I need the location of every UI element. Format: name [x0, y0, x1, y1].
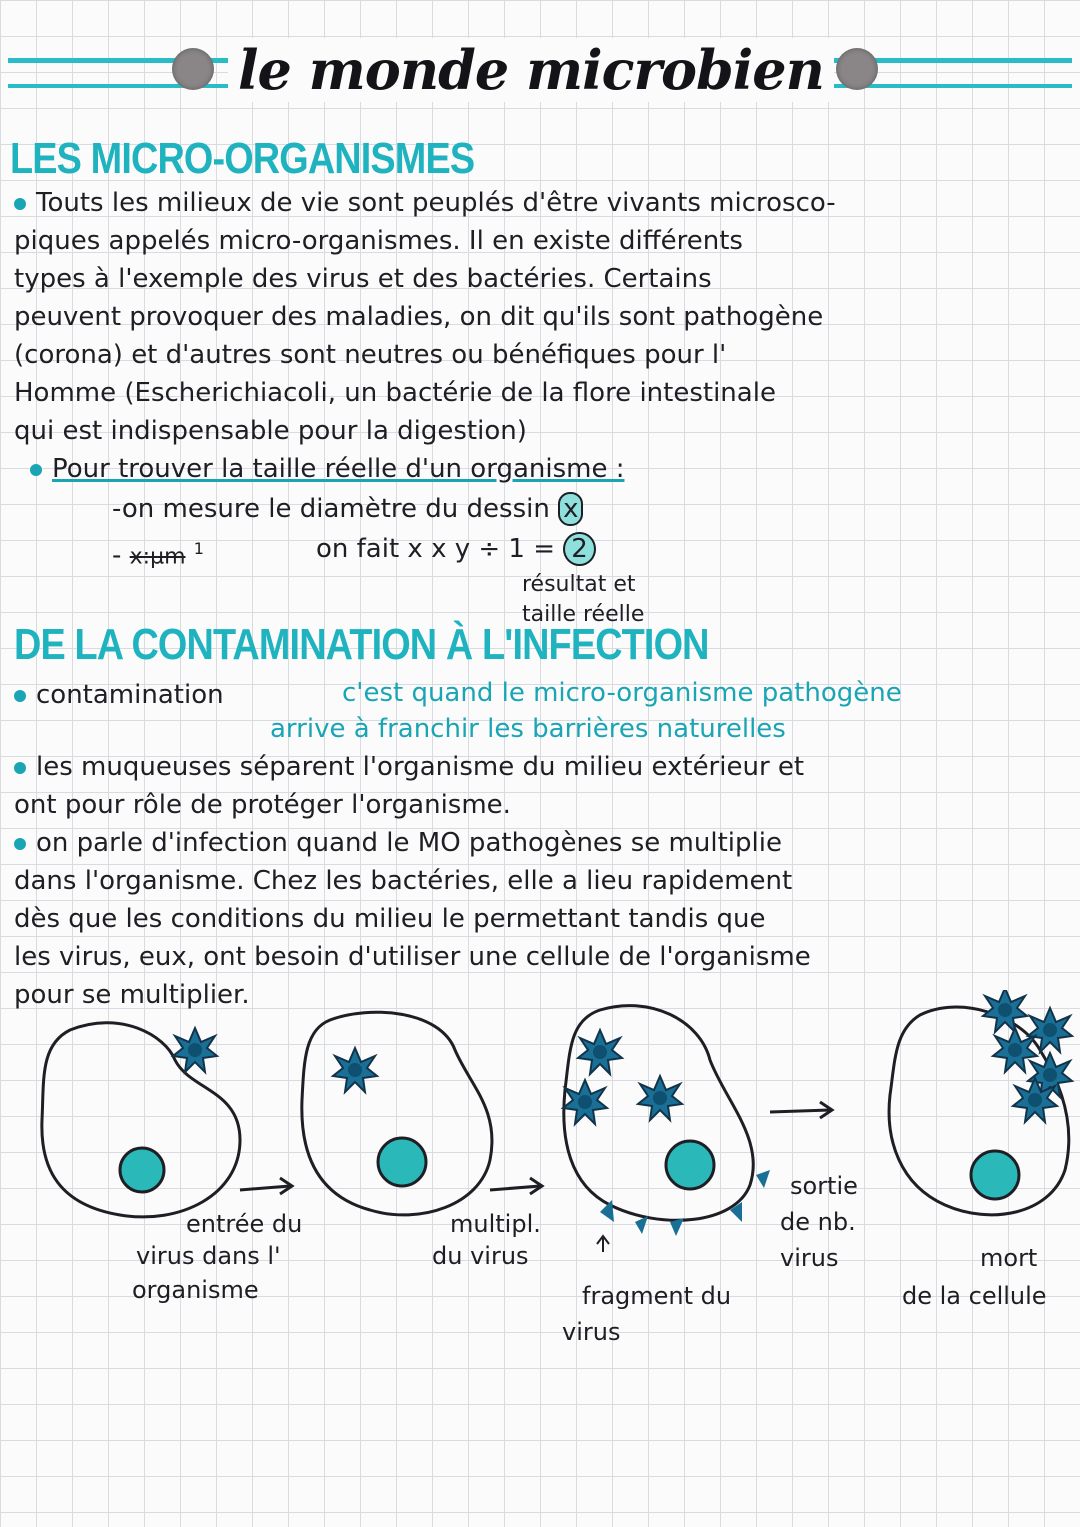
infection-line-3: dès que les conditions du milieu le permettant tandis que — [14, 904, 766, 934]
size-title: Pour trouver la taille réelle d'un organisme : — [30, 454, 624, 484]
bullet-icon — [30, 464, 42, 476]
label-exit-2: de nb. — [780, 1208, 856, 1236]
cell-1 — [42, 1023, 240, 1217]
arrow-3 — [770, 1102, 832, 1118]
punch-hole-right — [836, 48, 878, 90]
label-fragment-1: fragment du — [582, 1282, 732, 1310]
p1-line-2: piques appelés micro-organismes. Il en existe différents — [14, 226, 743, 256]
label-multiplication-1: multipl. — [450, 1210, 541, 1238]
size-result-1: résultat et — [522, 572, 636, 597]
size-step1: -on mesure le diamètre du dessin x — [112, 494, 583, 524]
label-multiplication-2: du virus — [432, 1242, 529, 1270]
punch-hole-left — [172, 48, 214, 90]
p1-line-6: Homme (Escherichiacoli, un bactérie de la flore intestinale — [14, 378, 776, 408]
cell-2 — [302, 1012, 492, 1215]
bullet-icon — [14, 762, 26, 774]
p1-line-3: types à l'exemple des virus et des bactéries. Certains — [14, 264, 712, 294]
label-fragment-2: virus — [562, 1318, 621, 1346]
muqueuses-line-2: ont pour rôle de protéger l'organisme. — [14, 790, 511, 820]
muqueuses-line-1: les muqueuses séparent l'organisme du milieu extérieur et — [14, 752, 804, 782]
p1-line-4: peuvent provoquer des maladies, on dit qu'ils sont pathogène — [14, 302, 824, 332]
contamination-def-1: c'est quand le micro-organisme pathogène — [342, 678, 902, 708]
p1-line-1: Touts les milieux de vie sont peuplés d'être vivants microsco- — [14, 188, 836, 218]
label-entry-1: entrée du — [186, 1210, 303, 1238]
section2-heading: DE LA CONTAMINATION À L'INFECTION — [14, 620, 709, 669]
label-death-2: de la cellule — [902, 1282, 1047, 1310]
fragment-arrow — [597, 1236, 609, 1252]
size-scale: - x:µm $^1$ — [112, 539, 204, 571]
infection-line-4: les virus, eux, ont besoin d'utiliser une cellule de l'organisme — [14, 942, 811, 972]
arrow-2 — [490, 1178, 542, 1194]
contamination-def-2: arrive à franchir les barrières naturelles — [270, 714, 786, 744]
p1-line-7: qui est indispensable pour la digestion) — [14, 416, 527, 446]
bullet-icon — [14, 838, 26, 850]
infection-line-5: pour se multiplier. — [14, 980, 250, 1010]
size-step2: on fait x x y ÷ 1 = 2 — [316, 534, 596, 564]
page-title: le monde microbien — [228, 38, 834, 102]
cell-3 — [563, 1006, 770, 1236]
infection-line-2: dans l'organisme. Chez les bactéries, elle a lieu rapidement — [14, 866, 793, 896]
label-entry-3: organisme — [132, 1276, 259, 1304]
bullet-icon — [14, 198, 26, 210]
cell-4 — [889, 990, 1072, 1215]
infection-line-1: on parle d'infection quand le MO pathogènes se multiplie — [14, 828, 782, 858]
label-entry-2: virus dans l' — [136, 1242, 281, 1270]
section1-heading: LES MICRO-ORGANISMES — [10, 134, 475, 183]
label-death-1: mort — [980, 1244, 1038, 1272]
p1-line-5: (corona) et d'autres sont neutres ou bénéfiques pour l' — [14, 340, 727, 370]
size-result-2: taille réelle — [522, 602, 645, 627]
contamination-line: contamination — [14, 680, 224, 710]
label-exit-3: virus — [780, 1244, 839, 1272]
arrow-1 — [240, 1178, 292, 1194]
bullet-icon — [14, 690, 26, 702]
label-exit-1: sortie — [790, 1172, 858, 1200]
